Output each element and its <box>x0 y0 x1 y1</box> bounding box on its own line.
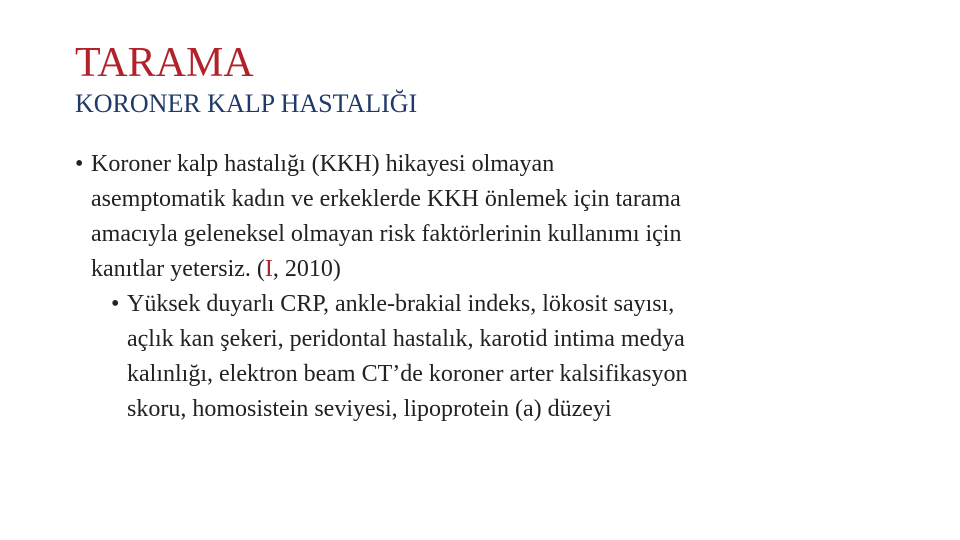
bullet-text-line: amacıyla geleneksel olmayan risk faktörlerinin kullanımı için <box>91 221 682 247</box>
bullet-dot-icon: • <box>111 291 120 317</box>
slide-title: TARAMA <box>75 40 254 86</box>
slide-subtitle: KORONER KALP HASTALIĞI <box>75 89 418 118</box>
bullet-text-suffix: , 2010) <box>272 256 341 282</box>
bullet-text-line: asemptomatik kadın ve erkeklerde KKH önlemek için tarama <box>91 186 681 212</box>
bullet-text-prefix: kanıtlar yetersiz. ( <box>91 256 265 282</box>
slide-body <box>75 147 895 427</box>
bullet-item-level1 <box>75 147 895 287</box>
sub-bullet-text-line: Yüksek duyarlı CRP, ankle-brakial indeks, lökosit sayısı, <box>127 291 675 317</box>
evidence-level: I <box>264 256 273 282</box>
bullet-dot-icon: • <box>75 151 84 177</box>
sub-bullet-text-line: açlık kan şekeri, peridontal hastalık, karotid intima medya <box>127 326 685 352</box>
sub-bullet-text-line: skoru, homosistein seviyesi, lipoprotein (a) düzeyi <box>127 396 612 422</box>
bullet-text-line: Koroner kalp hastalığı (KKH) hikayesi olmayan <box>91 151 555 177</box>
bullet-item-level2 <box>75 287 895 427</box>
bullet-text-line-last <box>91 252 895 287</box>
sub-bullet-text-line: kalınlığı, elektron beam CT’de koroner arter kalsifikasyon <box>127 361 688 387</box>
